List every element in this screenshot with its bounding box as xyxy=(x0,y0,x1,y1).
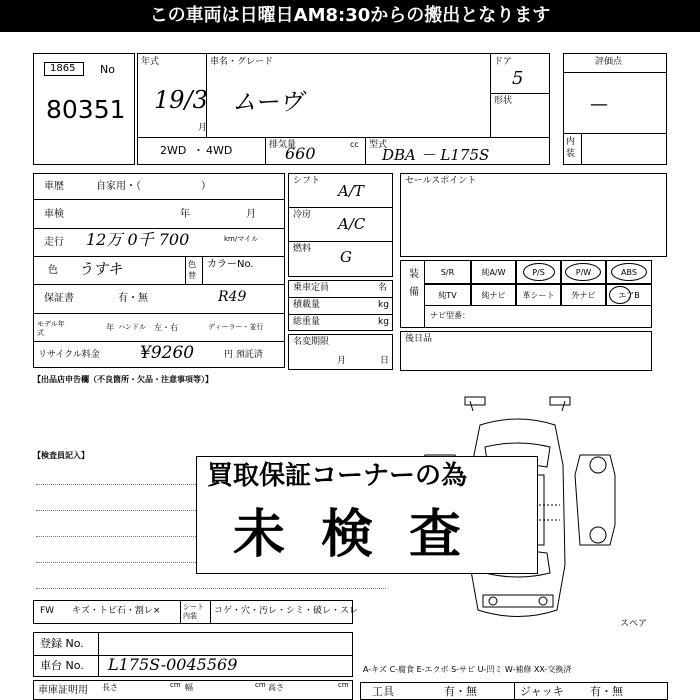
seller-note-label: 【出品店申告欄（不良箇所・欠品・注意事項等）】 xyxy=(33,375,213,384)
riders-label: 乗車定員 xyxy=(293,283,330,293)
recycle-value: ¥9260 xyxy=(140,343,195,363)
equip-abs: ABS xyxy=(606,260,652,284)
equipment-label: 装備 xyxy=(409,269,419,298)
month-label: 月 xyxy=(198,123,208,133)
shift-value: A/T xyxy=(338,182,364,200)
equip-power-steering: P/S xyxy=(516,260,561,284)
info-box xyxy=(33,173,285,368)
chassis-label: 車台 No. xyxy=(40,659,84,672)
lot-tag-text: 1865 xyxy=(50,63,76,74)
height-label: 高さ xyxy=(268,683,284,692)
chassis-value: L175S-0045569 xyxy=(108,655,238,674)
circle-abs xyxy=(611,263,647,281)
equip-alloy-wheel: 純A/W xyxy=(471,260,516,284)
recycle-label: リサイクル料金 xyxy=(38,350,100,360)
warranty-note: R49 xyxy=(218,289,247,305)
dealer-label: ディーラー・並行 xyxy=(208,323,264,331)
door-value: 5 xyxy=(512,68,524,89)
color-change-label: 色替 xyxy=(188,260,196,280)
model-label: 型式 xyxy=(369,140,388,150)
jack-value: 有・無 xyxy=(590,685,623,698)
inspection-year: 年 xyxy=(180,209,190,220)
jack-label: ジャッキ xyxy=(520,685,564,698)
fuel-label: 燃料 xyxy=(293,244,312,254)
door-label: ドア xyxy=(494,57,512,67)
fuel-value: G xyxy=(340,248,352,266)
tools-label: 工具 xyxy=(372,685,394,698)
equip-tv: 純TV xyxy=(424,284,471,306)
sales-point-label: セールスポイント xyxy=(405,176,477,186)
equip-ext-navi: 外ナビ xyxy=(561,284,606,306)
interior-label: 内装 xyxy=(566,137,576,159)
len-label: 長さ xyxy=(102,683,118,692)
warranty-label: 保証書 xyxy=(44,293,74,304)
mileage-unit: km/マイル xyxy=(224,235,259,243)
displacement-value: 660 xyxy=(285,144,316,163)
lot-number: 80351 xyxy=(46,95,126,124)
modelyear-year: 年 xyxy=(106,323,114,332)
equip-leather: 革シート xyxy=(516,284,561,306)
fw-label: FW xyxy=(40,606,55,616)
navi-model-label: ナビ型番： xyxy=(430,311,470,320)
regchange-day: 日 xyxy=(380,356,390,366)
color-value: うすキ xyxy=(78,260,123,278)
drive-4wd: 4WD xyxy=(206,144,233,157)
stamp-line1: 買取保証コーナーの為 xyxy=(207,461,468,491)
score-value: — xyxy=(590,94,608,115)
ac-value: A/C xyxy=(338,215,366,233)
stamp-line2: 未検査 xyxy=(233,505,498,565)
seat-value: コゲ・穴・汚レ・シミ・破レ・スレ xyxy=(214,606,359,616)
handle-value: 左・右 xyxy=(154,323,178,332)
history-label: 車歴 xyxy=(44,181,64,192)
total-unit: kg xyxy=(378,317,389,327)
colorno-label: カラーNo. xyxy=(207,259,254,270)
cm1: cm xyxy=(170,681,181,689)
circle-airbag xyxy=(609,286,631,304)
equip-navi: 純ナビ xyxy=(471,284,516,306)
post-note-label: 後日品 xyxy=(405,334,433,344)
drive-2wd: 2WD xyxy=(160,144,187,157)
displacement-label: 排気量 xyxy=(269,140,297,150)
score-label: 評価点 xyxy=(595,57,623,67)
width-label: 幅 xyxy=(185,683,193,692)
damage-legend: A-キズ C-腐食 E-エクボ S-サビ U-凹ミ W-補修 XX-交換済 xyxy=(363,665,572,674)
score-box xyxy=(563,53,667,165)
reg-label: 登録 No. xyxy=(40,637,84,650)
riders-unit: 名 xyxy=(378,283,388,293)
fw-value: キズ・トビ石・割レ× xyxy=(72,606,161,616)
model-value: DBA － L175S xyxy=(382,146,490,164)
warranty-value: 有・無 xyxy=(118,293,148,304)
notice-banner: この車両は日曜日AM8:30からの搬出となります xyxy=(0,0,700,32)
inspection-month: 月 xyxy=(246,209,256,220)
color-label: 色 xyxy=(48,265,58,276)
modelyear-label: モデル年式 xyxy=(37,320,65,337)
ac-label: 冷房 xyxy=(293,210,312,220)
name-value: ムーヴ xyxy=(232,88,303,116)
equip-power-window: P/W xyxy=(561,260,606,284)
shape-label: 形状 xyxy=(494,96,513,106)
spare-label: スペア xyxy=(620,619,648,629)
load-label: 積載量 xyxy=(293,300,321,310)
circle-ps xyxy=(523,263,555,281)
year-value: 19/3 xyxy=(154,86,208,114)
regchange-month: 月 xyxy=(337,356,347,366)
post-note-box xyxy=(400,331,652,371)
inspector-label: 【検査員記入】 xyxy=(33,451,89,460)
mileage-value: 12万 0千 700 xyxy=(86,230,190,249)
year-label: 年式 xyxy=(141,57,160,67)
mileage-label: 走行 xyxy=(44,237,64,248)
seat-label: シート内装 xyxy=(183,603,204,620)
load-unit: kg xyxy=(378,300,389,310)
equip-sr: S/R xyxy=(424,260,471,284)
shift-label: シフト xyxy=(293,176,321,186)
recycle-unit: 円 預託済 xyxy=(224,350,263,360)
handle-label: ハンドル xyxy=(118,323,146,331)
inspection-label: 車検 xyxy=(44,209,64,220)
name-label: 車名・グレード xyxy=(210,57,274,67)
history-value: 自家用・（ ） xyxy=(96,181,211,192)
lot-no-label: No xyxy=(100,63,115,76)
total-label: 総重量 xyxy=(293,317,321,327)
cm3: cm xyxy=(338,681,349,689)
regchange-label: 名変期限 xyxy=(293,337,330,347)
tools-value: 有・無 xyxy=(444,685,477,698)
cm2: cm xyxy=(255,681,266,689)
uninspected-stamp xyxy=(196,456,538,574)
cert-label: 車庫証明用 xyxy=(38,685,88,696)
cc-label: cc xyxy=(350,140,359,149)
equip-airbag: エアB xyxy=(606,284,652,306)
circle-pw xyxy=(565,263,601,281)
